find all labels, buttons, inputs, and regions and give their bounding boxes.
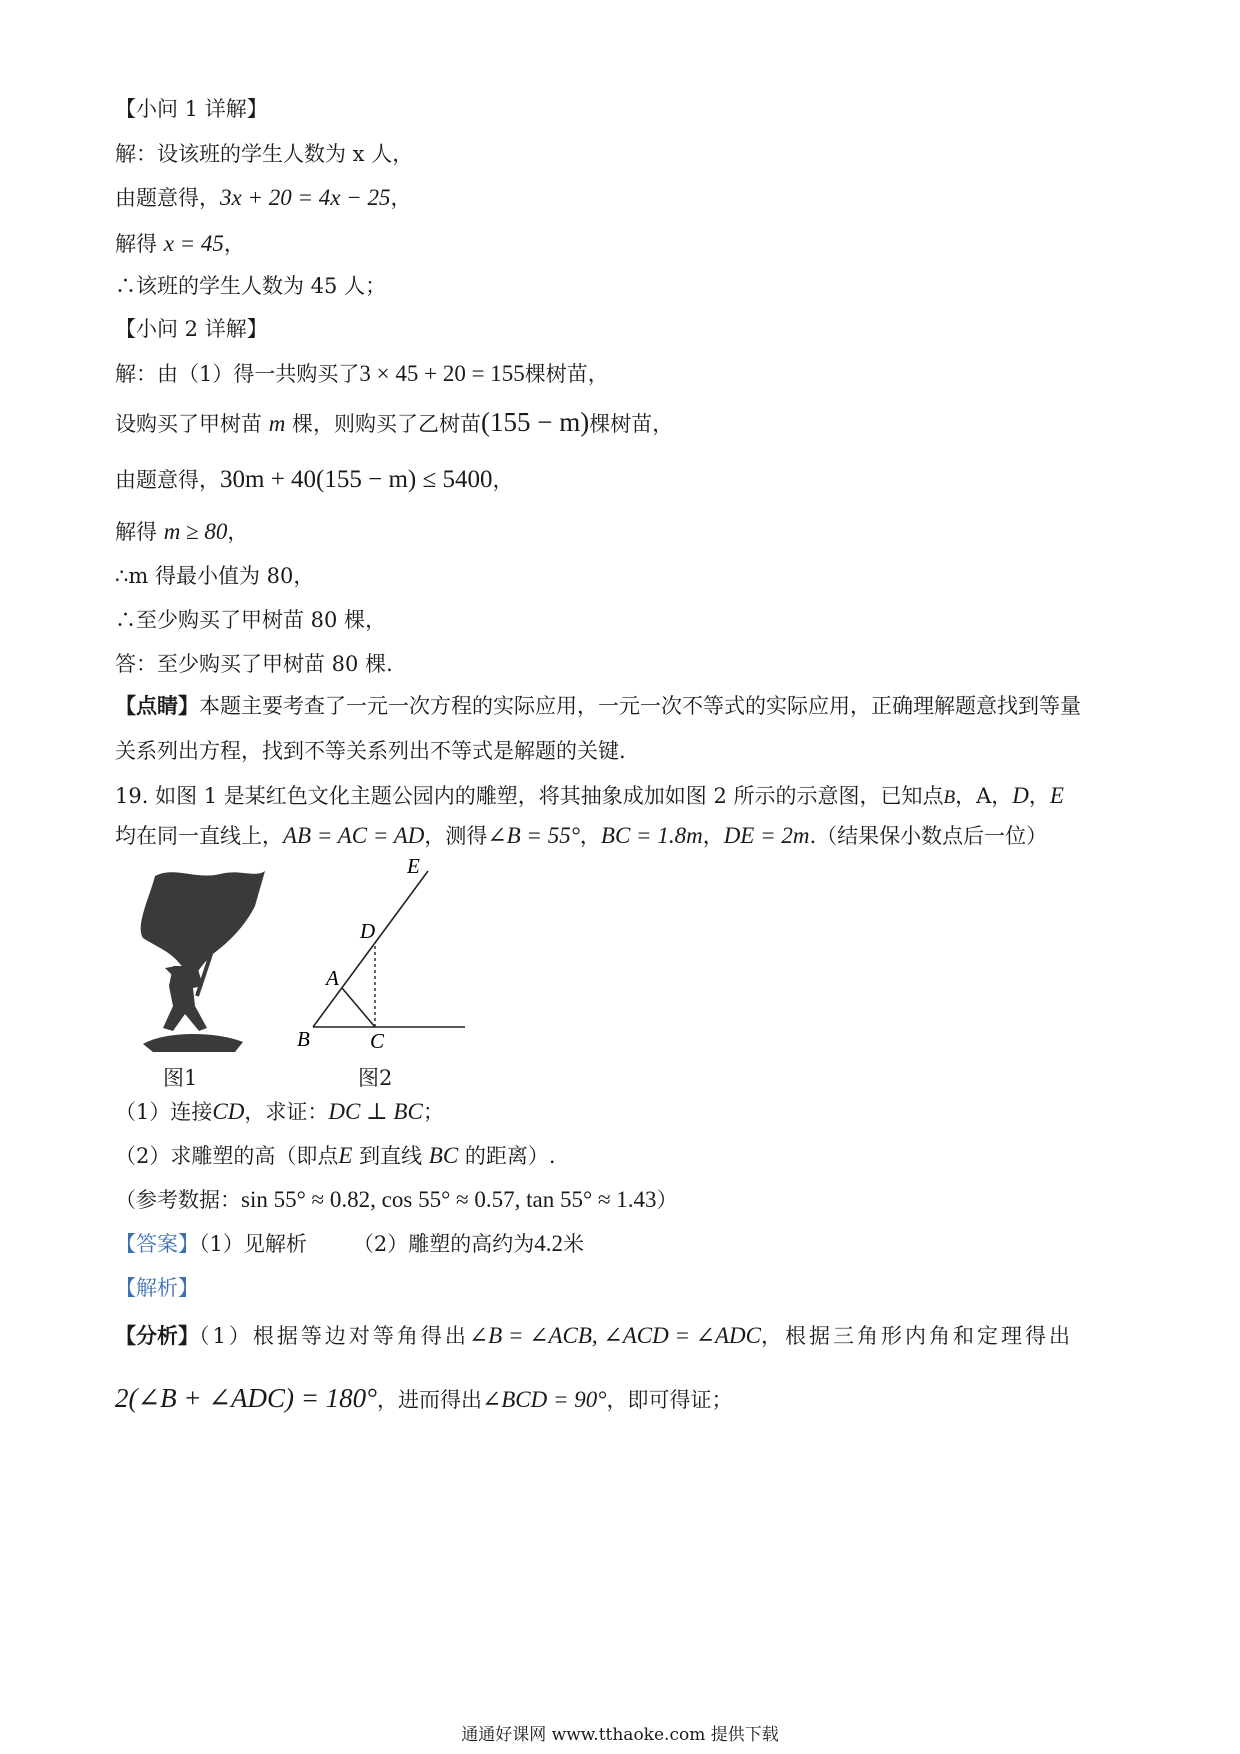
- label-e: E: [407, 856, 420, 878]
- analysis-l2-b: ，即可得证；: [606, 1388, 733, 1412]
- q1-line4: ∴该班的学生人数为 45 人；: [115, 274, 387, 298]
- label-d: D: [360, 919, 376, 943]
- q1-header: 【小问 1 详解】: [115, 97, 268, 121]
- q2-line6: ∴至少购买了甲树苗 80 棵，: [115, 608, 387, 632]
- q2-total: 3 × 45 + 20 = 155: [359, 361, 525, 386]
- analysis-tag: 【解析】: [115, 1276, 199, 1300]
- sub2-a: （2）求雕塑的高（即点: [115, 1144, 339, 1168]
- answer-tag: 【答案】: [115, 1232, 199, 1256]
- q2-line3-prefix: 由题意得，: [115, 468, 220, 492]
- ref-b: ）: [656, 1188, 678, 1212]
- line-be: [313, 871, 428, 1027]
- sub2-line-bc: BC: [428, 1143, 459, 1168]
- sub1-a: （1）连接: [115, 1100, 213, 1124]
- p19-l2-e: .（结果保小数点后一位）: [809, 824, 1048, 848]
- sub2-c: 的距离）.: [458, 1144, 556, 1168]
- p19-l1-c: ，A，: [955, 784, 1013, 808]
- q2-line4-prefix: 解得: [115, 520, 164, 544]
- q2-line4: [115, 518, 248, 546]
- p19-equal-sides: AB = AC = AD: [283, 823, 425, 848]
- fig2-caption: 图2: [358, 1066, 393, 1090]
- sub2-point-e: E: [338, 1143, 353, 1168]
- p19-l2-a: 均在同一直线上，: [115, 824, 283, 848]
- q2-line2-a: 设购买了甲树苗: [115, 412, 269, 436]
- sub1-b: ，求证：: [244, 1100, 329, 1124]
- analysis-l1-b: ，根据三角形内角和定理得出: [761, 1324, 1073, 1348]
- ref-trig-values: sin 55° ≈ 0.82, cos 55° ≈ 0.57, tan 55° ≈ 1.43: [241, 1187, 657, 1212]
- comment-text1: 本题主要考查了一元一次方程的实际应用，一元一次不等式的实际应用，正确理解题意找到等量: [199, 694, 1081, 718]
- q2-line2-b: 棵，则购买了乙树苗: [285, 412, 481, 436]
- q1-line1: 解：设该班的学生人数为 x 人，: [115, 142, 414, 166]
- answer-part2-prefix: （2）雕塑的高约为: [352, 1232, 535, 1256]
- page-footer: 通通好课网 www.tthaoke.com 提供下载: [461, 1725, 779, 1745]
- q1-line3-prefix: 解得: [115, 232, 164, 256]
- comment-tag: 【点睛】: [115, 693, 199, 718]
- p19-l2-d: ，: [702, 824, 724, 848]
- answer-value: 4.2: [534, 1231, 563, 1256]
- ref-a: （参考数据：: [115, 1188, 241, 1212]
- p19-l2-c: ，: [579, 824, 601, 848]
- sculpture-figure: [125, 866, 275, 1058]
- comment-line2: 关系列出方程，找到不等关系列出不等式是解题的关键.: [115, 739, 626, 763]
- p19-point-b: B: [943, 787, 956, 808]
- sub-question-1: [115, 1098, 444, 1126]
- sub1-perpendicular: DC ⊥ BC: [328, 1099, 423, 1124]
- analysis-l2-a: ，进而得出: [376, 1388, 482, 1412]
- answer-unit: 米: [563, 1232, 584, 1256]
- line-ac: [342, 988, 375, 1027]
- q2-expression: (155 − m): [481, 407, 590, 437]
- p19-point-d: D: [1012, 783, 1029, 808]
- sub1-c: ；: [422, 1100, 444, 1124]
- p19-point-e: E: [1049, 783, 1064, 808]
- q1-solution: x = 45: [163, 231, 224, 256]
- p19-l2-b: ，测得: [424, 824, 488, 848]
- q2-line7: 答：至少购买了甲树苗 80 棵.: [115, 652, 393, 676]
- q2-header: 【小问 2 详解】: [115, 317, 268, 341]
- analysis-line2: [115, 1384, 732, 1414]
- reference-data: [115, 1186, 678, 1214]
- p19-de-length: DE = 2m: [723, 823, 810, 848]
- p19-line2: [115, 822, 1047, 850]
- analysis-line1: [115, 1322, 1073, 1350]
- answer-line: [115, 1230, 584, 1258]
- q2-line1: [115, 360, 609, 388]
- analysis-l1-a: （1）根据等边对等角得出: [199, 1324, 469, 1348]
- q2-line2-c: 棵树苗，: [589, 412, 674, 436]
- q2-line1-prefix: 解：由（1）得一共购买了: [115, 362, 360, 386]
- q2-solution: m ≥ 80: [163, 519, 228, 544]
- label-a: A: [326, 966, 339, 990]
- p19-angle-b: ∠B = 55°: [487, 823, 580, 848]
- geometry-diagram: [290, 856, 480, 1056]
- q2-var-m: m: [268, 411, 286, 436]
- q1-line2-suffix: ，: [390, 186, 412, 210]
- q2-line3: [115, 466, 513, 494]
- q1-line3: [115, 230, 245, 258]
- q1-line3-suffix: ，: [223, 232, 245, 256]
- analysis-angles: ∠B = ∠ACB, ∠ACD = ∠ADC: [468, 1323, 761, 1348]
- label-c: C: [370, 1029, 385, 1053]
- p19-line1: [115, 782, 1064, 812]
- analysis-sum: 2(∠B + ∠ADC) = 180°: [115, 1383, 377, 1413]
- fx-tag: 【分析】: [115, 1323, 199, 1348]
- q2-inequality: 30m + 40(155 − m) ≤ 5400: [220, 466, 493, 493]
- fig1-caption: 图1: [163, 1066, 198, 1090]
- p19-l1-e: ，: [1028, 784, 1050, 808]
- sub-question-2: [115, 1142, 556, 1170]
- q2-line5: ∴m 得最小值为 80，: [115, 564, 315, 588]
- analysis-right-angle: ∠BCD = 90°: [481, 1387, 607, 1412]
- q2-line1-suffix: 棵树苗，: [524, 362, 609, 386]
- q1-equation: 3x + 20 = 4x − 25: [220, 185, 391, 210]
- answer-part1: （1）见解析: [199, 1232, 307, 1256]
- q1-line2: [115, 184, 411, 212]
- p19-bc-length: BC = 1.8m: [600, 823, 703, 848]
- comment-line1: [115, 692, 1081, 720]
- q2-line2: [115, 408, 673, 438]
- q2-line3-suffix: ，: [492, 468, 514, 492]
- p19-l1-a: 19. 如图 1 是某红色文化主题公园内的雕塑，将其抽象成加如图 2 所示的示意图，已知点: [115, 784, 944, 808]
- sub2-b: 到直线: [352, 1144, 429, 1168]
- q1-line2-prefix: 由题意得，: [115, 186, 220, 210]
- sub1-cd: CD: [212, 1099, 245, 1124]
- label-b: B: [297, 1027, 310, 1051]
- q2-line4-suffix: ，: [227, 520, 249, 544]
